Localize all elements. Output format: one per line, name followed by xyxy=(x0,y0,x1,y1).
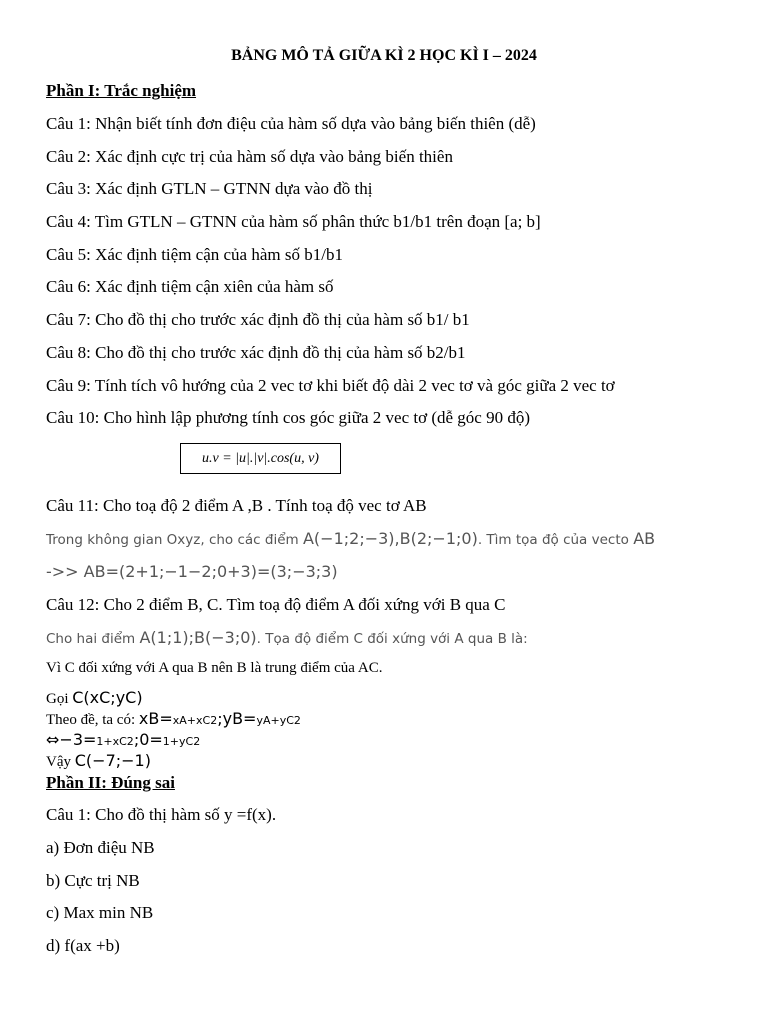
q12-let xyxy=(46,688,143,708)
q12-result-label: Vậy xyxy=(46,754,75,770)
document-title: BẢNG MÔ TẢ GIỮA KÌ 2 HỌC KÌ I – 2024 xyxy=(231,47,537,64)
q12-result xyxy=(46,751,151,771)
question-2: Câu 2: Xác định cực trị của hàm số dựa vào bảng biến thiên xyxy=(46,147,453,166)
q12-eq-sub-a: 1+xC2 xyxy=(96,735,134,748)
q12-theo-sub-b: yA+yC2 xyxy=(256,714,301,727)
q12-theo-sub-a: xA+xC2 xyxy=(172,714,218,727)
q12-theo xyxy=(46,709,301,729)
part2-heading: Phần II: Đúng sai xyxy=(46,773,175,792)
question-8: Câu 8: Cho đồ thị cho trước xác định đồ thị của hàm số b2/b1 xyxy=(46,343,466,362)
part1-heading: Phần I: Trắc nghiệm xyxy=(46,81,197,100)
q11-answer: ->> AB=(2+1;−1−2;0+3)=(3;−3;3) xyxy=(46,562,338,581)
part2-item-d: d) f(ax +b) xyxy=(46,936,120,955)
q12-equation xyxy=(46,730,200,750)
q12-let-math: C(xC;yC) xyxy=(72,688,143,707)
q12-example-points: A(1;1);B(−3;0) xyxy=(139,628,257,647)
question-11: Câu 11: Cho toạ độ 2 điểm A ,B . Tính toạ độ vec tơ AB xyxy=(46,496,427,515)
q12-result-math: C(−7;−1) xyxy=(74,751,151,770)
q12-eq-b: ;0= xyxy=(133,730,163,749)
question-6: Câu 6: Xác định tiệm cận xiên của hàm số xyxy=(46,277,334,296)
question-3: Câu 3: Xác định GTLN – GTNN dựa vào đồ thị xyxy=(46,179,373,198)
part2-item-c: c) Max min NB xyxy=(46,903,154,922)
question-4: Câu 4: Tìm GTLN – GTNN của hàm số phân thức b1/b1 trên đoạn [a; b] xyxy=(46,212,541,231)
q11-example xyxy=(46,529,655,548)
q11-example-vector: AB xyxy=(633,529,656,548)
question-1: Câu 1: Nhận biết tính đơn điệu của hàm số dựa vào bảng biến thiên (dễ) xyxy=(46,114,536,133)
q12-let-label: Gọi xyxy=(46,691,73,707)
q12-example xyxy=(46,628,528,647)
q12-eq-sub-b: 1+yC2 xyxy=(162,735,201,748)
question-9: Câu 9: Tính tích vô hướng của 2 vec tơ khi biết độ dài 2 vec tơ và góc giữa 2 vec tơ xyxy=(46,376,615,395)
q12-example-text: Cho hai điểm xyxy=(46,631,140,647)
question-10: Câu 10: Cho hình lập phương tính cos góc giữa 2 vec tơ (dễ góc 90 độ) xyxy=(46,408,530,427)
question-5: Câu 5: Xác định tiệm cận của hàm số b1/b1 xyxy=(46,245,343,264)
part2-item-b: b) Cực trị NB xyxy=(46,871,140,890)
dot-product-formula xyxy=(180,443,341,474)
q12-eq-a: ⇔−3= xyxy=(46,730,97,749)
part2-item-a: a) Đơn điệu NB xyxy=(46,838,155,857)
part2-question-1: Câu 1: Cho đồ thị hàm số y =f(x). xyxy=(46,805,277,824)
question-12: Câu 12: Cho 2 điểm B, C. Tìm toạ độ điểm A đối xứng với B qua C xyxy=(46,595,506,614)
q11-example-points: A(−1;2;−3),B(2;−1;0) xyxy=(302,529,478,548)
q12-example-tail: . Tọa độ điểm C đối xứng với A qua B là: xyxy=(256,631,528,647)
question-7: Câu 7: Cho đồ thị cho trước xác định đồ thị của hàm số b1/ b1 xyxy=(46,310,470,329)
q12-theo-label: Theo đề, ta có: xyxy=(46,712,139,728)
q11-example-tail: . Tìm tọa độ của vecto xyxy=(477,532,634,548)
q11-example-text: Trong không gian Oxyz, cho các điểm xyxy=(46,532,303,548)
q12-theo-math-b: ;yB= xyxy=(217,709,257,728)
formula-text: u.v = |u|.|v|.cos(u, v) xyxy=(202,450,319,466)
q12-theo-math-a: xB= xyxy=(138,709,173,728)
q12-reason: Vì C đối xứng với A qua B nên B là trung điểm của AC. xyxy=(46,660,383,676)
